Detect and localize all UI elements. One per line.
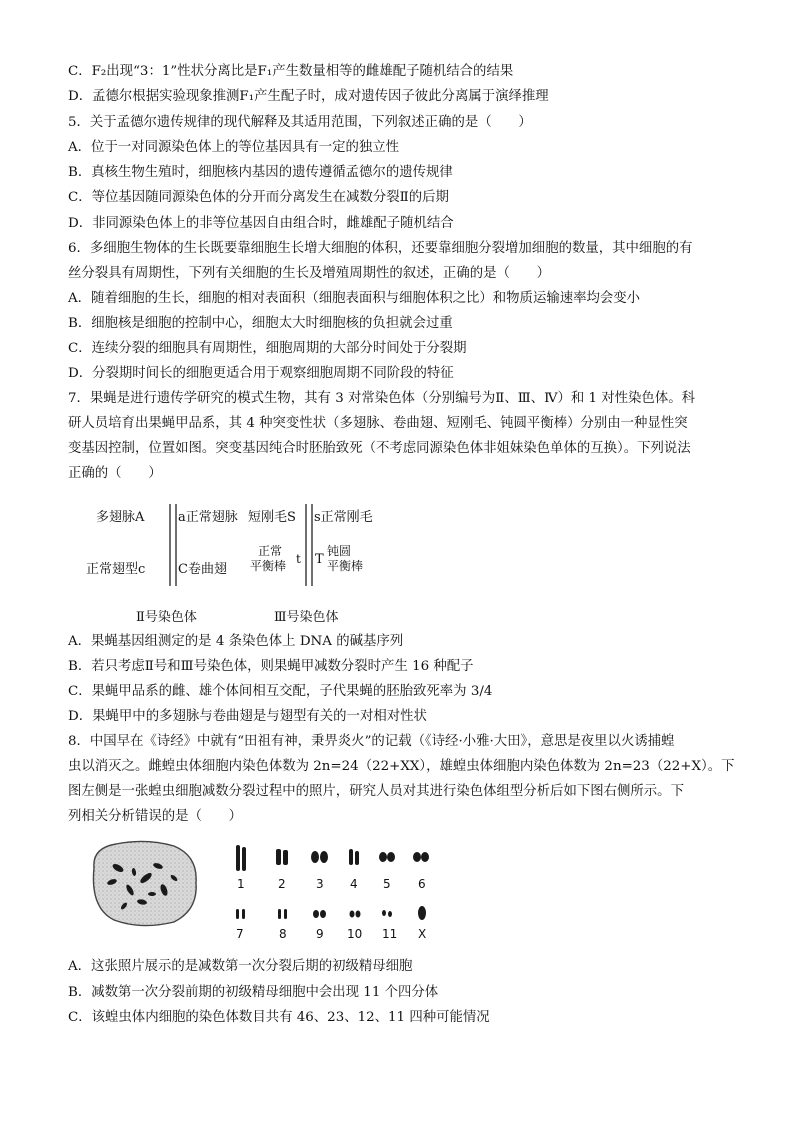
q6-option-d: D．分裂期时间长的细胞更适合用于观察细胞周期不同阶段的特征 [68,366,454,381]
q7-option-c: C．果蝇甲品系的雌、雄个体间相互交配，子代果蝇的胚胎致死率为 3/4 [68,684,493,699]
karyotype-label-10: 10 [347,927,363,941]
q8-stem-line4: 列相关分析错误的是（ ） [68,809,243,824]
q7-stem-line3: 变基因控制，位置如图。突变基因纯合时胚胎致死（不考虑同源染色体非姐妹染色单体的互换）。下列说法 [68,441,691,456]
q6-option-b: B．细胞核是细胞的控制中心，细胞太大时细胞核的负担就会过重 [68,316,453,331]
gene-A-label: 多翅脉A [96,510,145,525]
gene-t-label-line1: 正常 [258,544,283,558]
q5-option-a: A．位于一对同源染色体上的等位基因具有一定的独立性 [68,140,400,155]
karyotype-label-4: 4 [350,877,358,891]
q8-option-b: B．减数第一次分裂前期的初级精母细胞中会出现 11 个四分体 [68,985,439,1000]
q7-stem-line2: 研人员培育出果蝇甲品系，其 4 种突变性状（多翅脉、卷曲翅、短刚毛、钝圆平衡棒）分别由一种显性突 [68,416,688,431]
karyotype-label-X: X [418,927,427,941]
q8-option-c: C．该蝗虫体内细胞的染色体数目共有 46、23、12、11 四种可能情况 [68,1010,490,1025]
karyotype-chromosomes [228,845,443,945]
q4-option-d: D．孟德尔根据实验现象推测F₁产生配子时，成对遗传因子彼此分离属于演绎推理 [68,89,549,104]
chromosome-gene-diagram [84,496,414,626]
chrIII-caption: Ⅲ号染色体 [274,610,339,625]
chrII-caption: Ⅱ号染色体 [136,610,197,625]
q6-stem-line2: 丝分裂具有周期性，下列有关细胞的生长及增殖周期性的叙述，正确的是（ ） [68,266,551,281]
gene-C-label: C卷曲翅 [178,562,227,577]
karyotype-label-1: 1 [237,877,245,891]
gene-s-label: s正常刚毛 [314,510,373,525]
q6-option-c: C．连续分裂的细胞具有周期性，细胞周期的大部分时间处于分裂期 [68,341,467,356]
karyotype-label-6: 6 [418,877,426,891]
q7-option-a: A．果蝇基因组测定的是 4 条染色体上 DNA 的碱基序列 [68,634,404,649]
karyotype-label-5: 5 [383,877,391,891]
karyotype-label-3: 3 [316,877,324,891]
gene-c-label: 正常翅型c [86,562,146,577]
karyotype [228,845,443,945]
q7-stem-line1: 7．果蝇是进行遗传学研究的模式生物，其有 3 对常染色体（分别编号为Ⅱ、Ⅲ、Ⅳ）和 1 对性染色体。科 [68,391,695,406]
karyotype-label-11: 11 [382,927,398,941]
q5-option-c: C．等位基因随同源染色体的分开而分离发生在减数分裂Ⅱ的后期 [68,190,449,205]
karyotype-label-2: 2 [278,877,286,891]
gene-T-label-line2: 平衡棒 [327,559,364,573]
q5-option-d: D．非同源染色体上的非等位基因自由组合时，雌雄配子随机结合 [68,216,454,231]
q5-option-b: B．真核生物生殖时，细胞核内基因的遗传遵循孟德尔的遗传规律 [68,165,453,180]
cell-micrograph [86,838,202,928]
q7-stem-line4: 正确的（ ） [68,466,162,481]
gene-S-label: 短刚毛S [248,510,296,525]
q5-stem: 5．关于孟德尔遗传规律的现代解释及其适用范围，下列叙述正确的是（ ） [68,115,532,130]
q6-option-a: A．随着细胞的生长，细胞的相对表面积（细胞表面积与细胞体积之比）和物质运输速率均会变小 [68,291,641,306]
karyotype-label-7: 7 [236,927,244,941]
gene-t-letter: t [296,552,301,566]
q8-option-a: A．这张照片展示的是减数第一次分裂后期的初级精母细胞 [68,959,413,974]
q8-stem-line3: 图左侧是一张蝗虫细胞减数分裂过程中的照片，研究人员对其进行染色体组型分析后如下图右侧所示。下 [68,784,684,799]
q7-option-b: B．若只考虑Ⅱ号和Ⅲ号染色体，则果蝇甲减数分裂时产生 16 种配子 [68,659,474,674]
q7-option-d: D．果蝇甲中的多翅脉与卷曲翅是与翅型有关的一对相对性状 [68,709,427,724]
gene-T-label-line1: 钝圆 [327,544,352,558]
gene-t-label-line2: 平衡棒 [250,559,287,573]
q8-stem-line1: 8．中国早在《诗经》中就有“田祖有神，秉畀炎火”的记载（《诗经·小雅·大田》，意思是夜里以火诱捕蝗 [68,734,675,749]
gene-T-letter: T [315,552,324,567]
q8-stem-line2: 虫以消灭之。雌蝗虫体细胞内染色体数为 2n=24（22+XX），雄蝗虫体细胞内染色体数为 2n=23（22+X）。下 [68,759,735,774]
q6-stem-line1: 6．多细胞生物体的生长既要靠细胞生长增大细胞的体积，还要靠细胞分裂增加细胞的数量，其中细胞的有 [68,241,693,256]
karyotype-label-9: 9 [316,927,324,941]
karyotype-label-8: 8 [279,927,287,941]
gene-a-label: a正常翅脉 [178,510,238,525]
q4-option-c: C．F₂出现“3：1”性状分离比是F₁产生数量相等的雌雄配子随机结合的结果 [68,64,514,79]
